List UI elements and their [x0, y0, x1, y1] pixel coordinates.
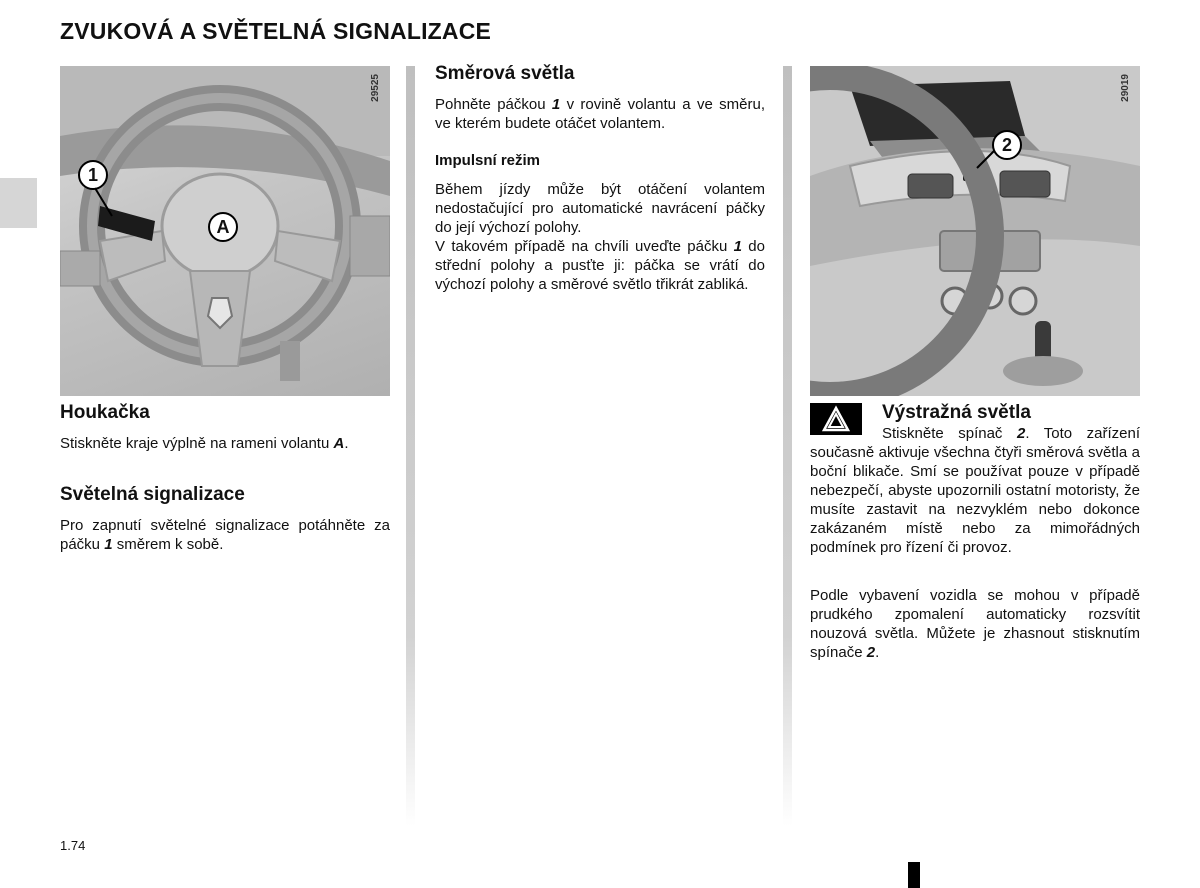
callout-1: 1 — [78, 160, 108, 190]
page-edge-mark — [908, 862, 920, 888]
steering-wheel-photo — [60, 66, 390, 396]
horn-text: Stiskněte kraje výplně na rameni volantu A. — [60, 435, 349, 452]
turn-signals-heading: Směrová světla — [435, 63, 575, 84]
callout-a: A — [208, 212, 238, 242]
column-divider-left — [406, 66, 415, 826]
callout-leader-1 — [60, 66, 390, 396]
photo-code: 29019 — [1120, 74, 1131, 102]
column-divider-right — [783, 66, 792, 826]
callout-leader-2 — [810, 66, 1140, 396]
photo-code: 29525 — [370, 74, 381, 102]
hazard-text: Stiskněte spínač 2. Toto zařízení současně aktivuje všechna čtyři směrová světla a boční blikače. Smí se používat pouze v případě nebezpečí, abyste upozornili ostatní motoristy, že musíte zastavit na nezvyklém nebo dokonce zakázaném místě nebo za mimořádných podmínek pro řízení či provoz. — [810, 425, 1140, 556]
impulse-mode-text: Během jízdy může být otáčení volantem nedostačující pro automatické navrácení páčky do její výchozí polohy. V takovém případě na chvíli uveďte páčku 1 do střední polohy a pusťte ji: páčka se vrátí do výchozí polohy a směrové světlo třikrát zabliká. — [435, 181, 765, 293]
hazard-auto-text: Podle vybavení vozidla se mohou v případě prudkého zpomalení automaticky rozsvítit nouzová světla. Můžete je zhasnout stisknutím spínače 2. — [810, 587, 1140, 661]
page-title: ZVUKOVÁ A SVĚTELNÁ SIGNALIZACE — [60, 18, 492, 44]
light-signal-heading: Světelná signalizace — [60, 484, 245, 505]
callout-2: 2 — [992, 130, 1022, 160]
impulse-mode-heading: Impulsní režim — [435, 152, 541, 169]
page-number: 1.74 — [60, 838, 86, 853]
turn-signals-text: Pohněte páčkou 1 v rovině volantu a ve směru, ve kterém budete otáčet volantem. — [435, 96, 765, 132]
dashboard-photo — [810, 66, 1140, 396]
horn-heading: Houkačka — [60, 402, 150, 423]
section-tab — [0, 178, 37, 228]
hazard-heading: Výstražná světla — [882, 402, 1031, 423]
light-signal-text: Pro zapnutí světelné signalizace potáhněte za páčku 1 směrem k sobě. — [60, 517, 390, 553]
